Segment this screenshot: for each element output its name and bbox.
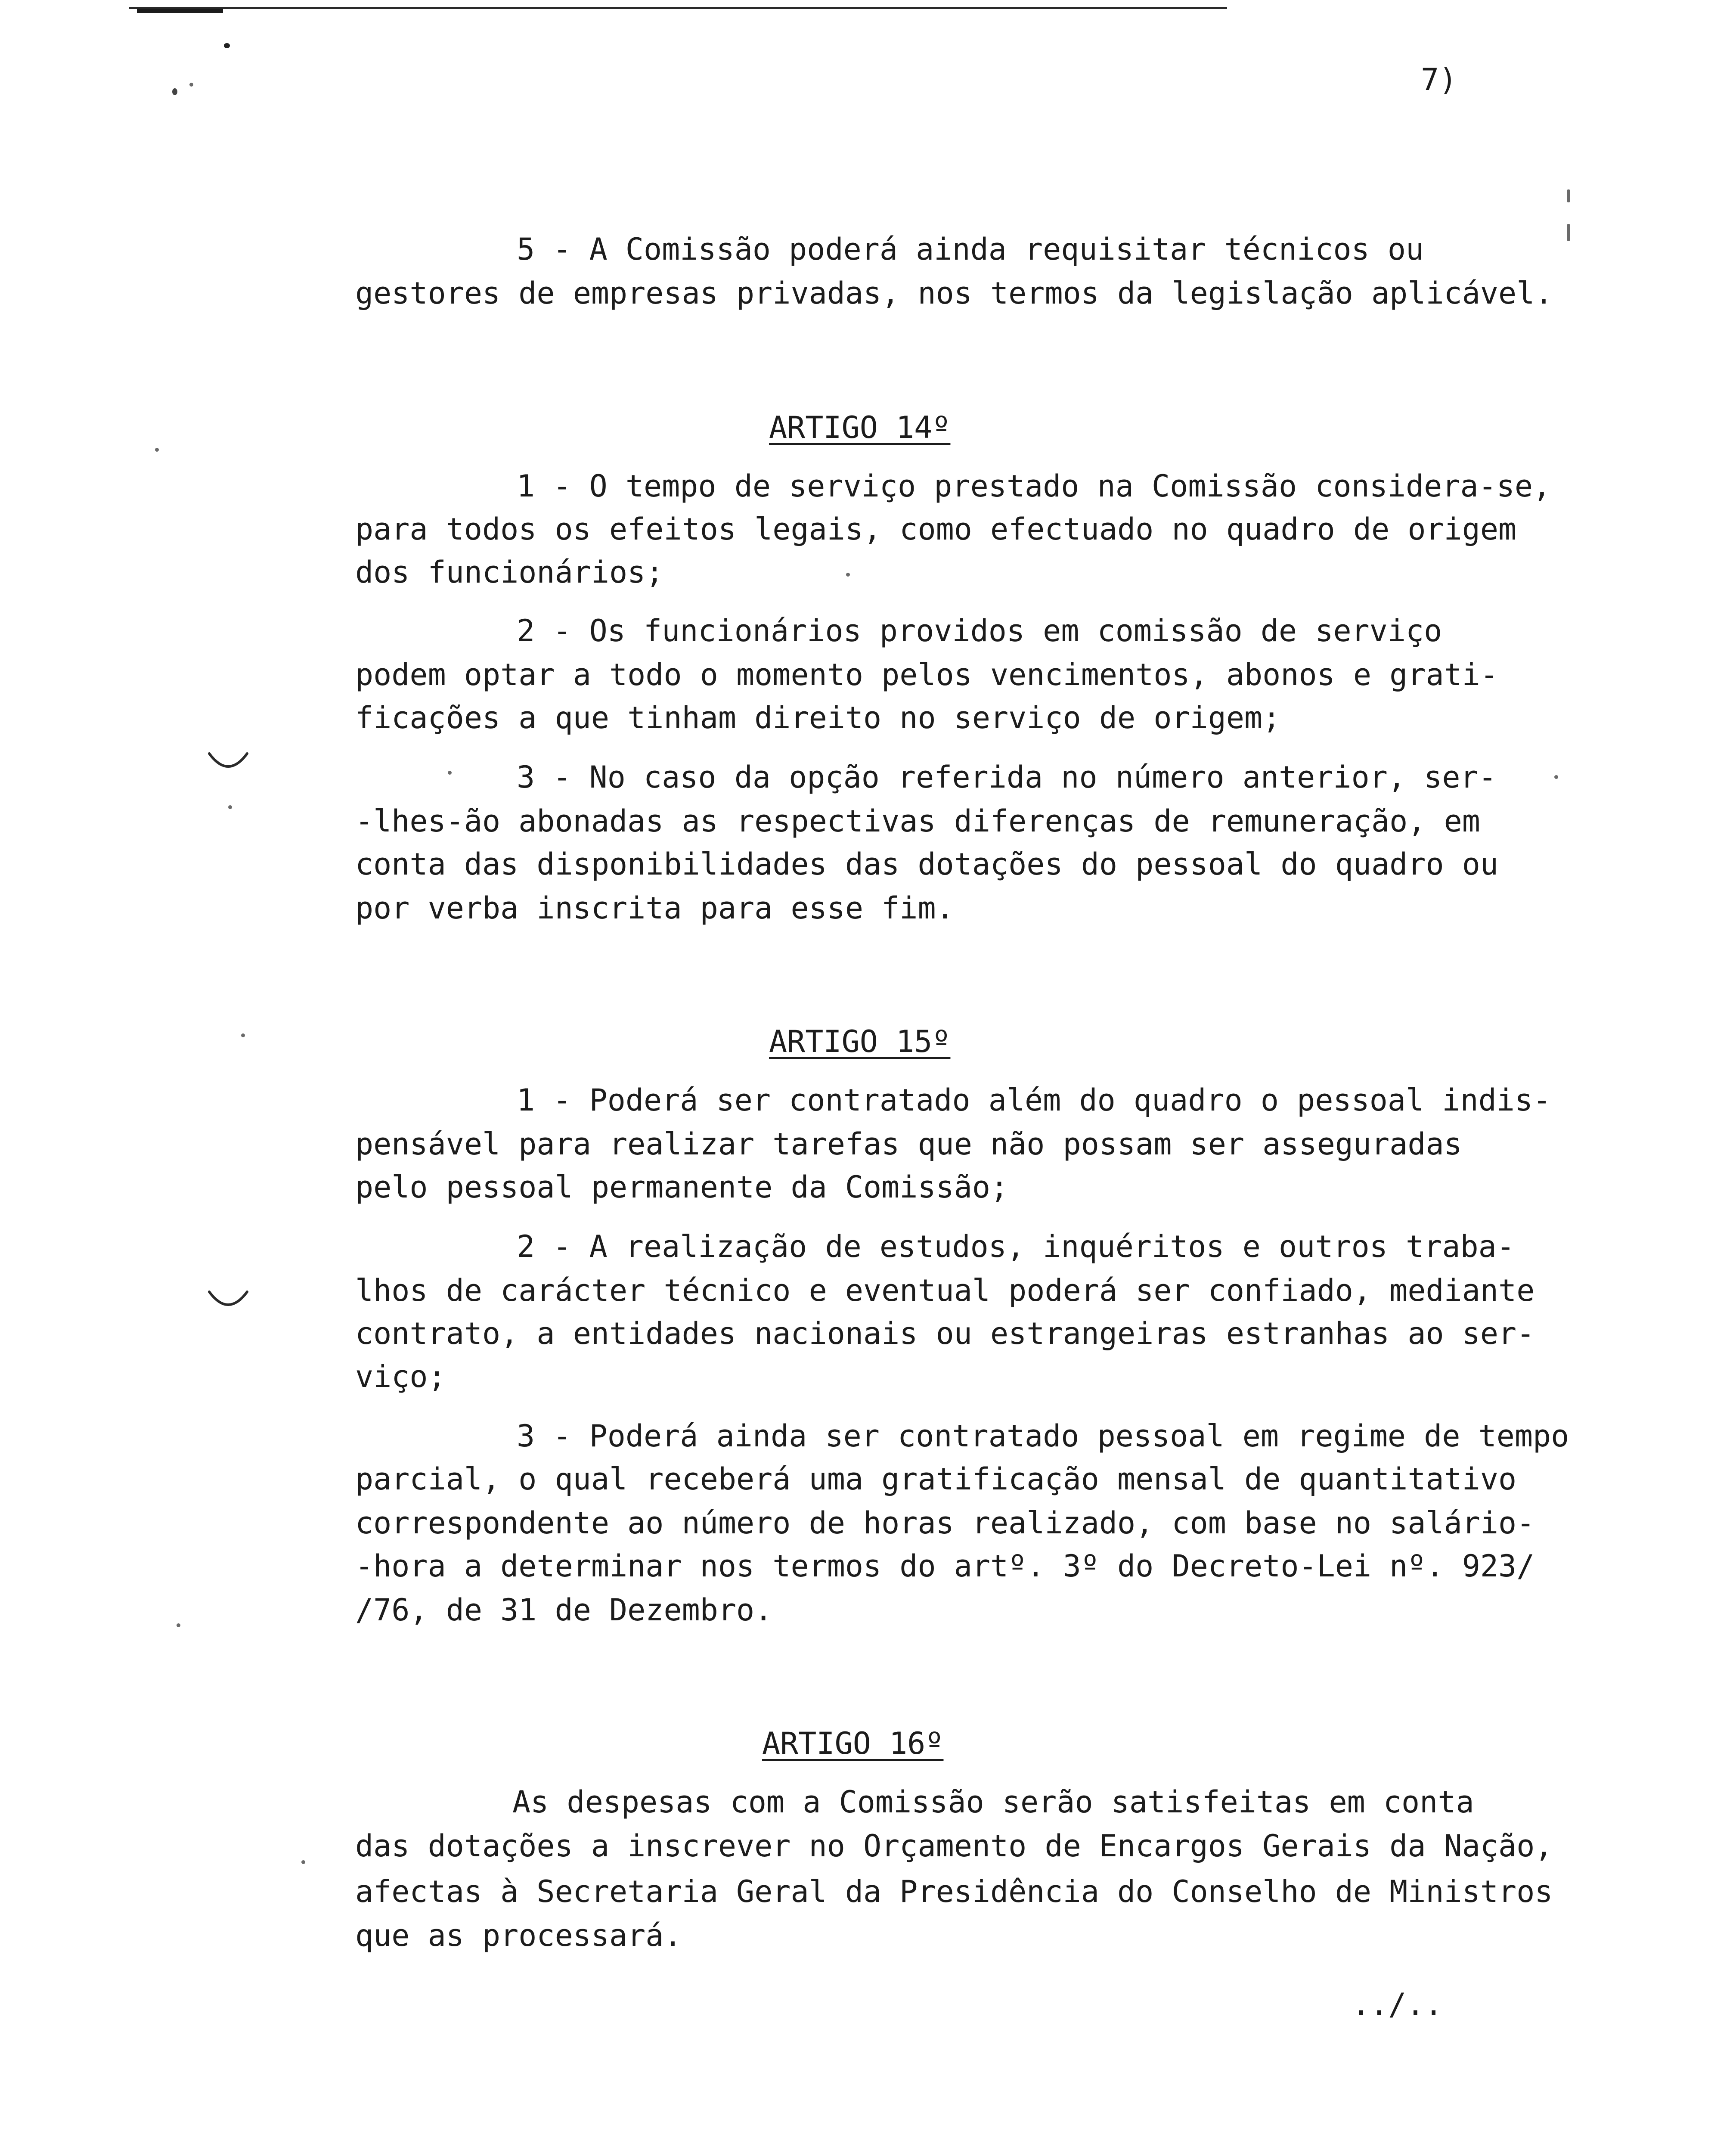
scan-speck (224, 43, 230, 48)
artigo-15-p3-line-2: parcial, o qual receberá uma gratificação mensal de quantitativo (355, 1461, 1517, 1497)
paragraph-5-line-1: 5 - A Comissão poderá ainda requisitar técnicos ou (517, 232, 1424, 267)
artigo-14-p3-line-2: -lhes-ão abonadas as respectivas diferenças de remuneração, em (355, 803, 1480, 839)
artigo-15-p3-line-4: -hora a determinar nos termos do artº. 3º do Decreto-Lei nº. 923/ (355, 1548, 1535, 1584)
artigo-14-p3-line-1: 3 - No caso da opção referida no número anterior, ser- (517, 760, 1497, 795)
artigo-15-p1-line-1: 1 - Poderá ser contratado além do quadro o pessoal indis- (517, 1083, 1551, 1118)
artigo-14-p2-line-3: ficações a que tinham direito no serviço de origem; (355, 700, 1281, 735)
scan-speck (172, 88, 177, 95)
artigo-16-line-3: afectas à Secretaria Geral da Presidência do Conselho de Ministros (355, 1874, 1553, 1909)
artigo-14-p2-line-2: podem optar a todo o momento pelos vencimentos, abonos e grati- (355, 657, 1499, 692)
scan-speck (155, 448, 159, 452)
artigo-14-p3-line-3: conta das disponibilidades das dotações do pessoal do quadro ou (355, 847, 1499, 882)
artigo-14-p3-line-4: por verba inscrita para esse fim. (355, 890, 954, 926)
paragraph-5-line-2: gestores de empresas privadas, nos termos da legislação aplicável. (355, 276, 1553, 311)
scan-speck (228, 805, 232, 809)
artigo-15-p3-line-3: correspondente ao número de horas realizado, com base no salário- (355, 1505, 1535, 1541)
artigo-15-heading: ARTIGO 15º (769, 1024, 951, 1059)
scan-speck (448, 771, 452, 775)
page-number: 7) (1421, 62, 1457, 97)
artigo-15-p2-line-3: contrato, a entidades nacionais ou estrangeiras estranhas ao ser- (355, 1316, 1535, 1351)
artigo-15-p1-line-3: pelo pessoal permanente da Comissão; (355, 1170, 1009, 1205)
scan-speck (1567, 224, 1570, 241)
scan-speck (846, 573, 850, 577)
artigo-14-p1-line-1: 1 - O tempo de serviço prestado na Comissão considera-se, (517, 468, 1551, 504)
artigo-15-p2-line-4: viço; (355, 1359, 446, 1394)
artigo-16-line-2: das dotações a inscrever no Orçamento de Encargos Gerais da Nação, (355, 1828, 1553, 1864)
artigo-14-p1-line-3: dos funcionários; (355, 555, 664, 590)
artigo-15-p3-line-5: /76, de 31 de Dezembro. (355, 1592, 773, 1628)
scan-speck (177, 1623, 180, 1627)
scan-speck (301, 1860, 305, 1864)
artigo-16-line-1: As despesas com a Comissão serão satisfeitas em conta (512, 1784, 1474, 1820)
top-rule (129, 7, 1227, 9)
binder-hole-mark-upper (207, 749, 250, 784)
artigo-15-p2-line-1: 2 - A realização de estudos, inquéritos e outros traba- (517, 1229, 1515, 1264)
artigo-16-heading: ARTIGO 16º (762, 1726, 944, 1761)
artigo-15-p3-line-1: 3 - Poderá ainda ser contratado pessoal em regime de tempo (517, 1418, 1569, 1454)
artigo-14-heading: ARTIGO 14º (769, 410, 951, 445)
binder-hole-mark-lower (207, 1287, 250, 1322)
artigo-14-p2-line-1: 2 - Os funcionários providos em comissão de serviço (517, 613, 1442, 648)
artigo-16-line-4: que as processará. (355, 1918, 682, 1953)
scan-speck (189, 83, 193, 87)
continuation-mark: ../.. (1352, 1987, 1443, 2022)
scan-speck (1567, 189, 1570, 202)
artigo-14-p1-line-2: para todos os efeitos legais, como efectuado no quadro de origem (355, 512, 1517, 547)
artigo-15-p2-line-2: lhos de carácter técnico e eventual poderá ser confiado, mediante (355, 1273, 1535, 1308)
scan-speck (1554, 775, 1558, 779)
top-rule-mark (137, 9, 223, 13)
scan-speck (241, 1033, 245, 1037)
artigo-15-p1-line-2: pensável para realizar tarefas que não possam ser asseguradas (355, 1126, 1462, 1162)
